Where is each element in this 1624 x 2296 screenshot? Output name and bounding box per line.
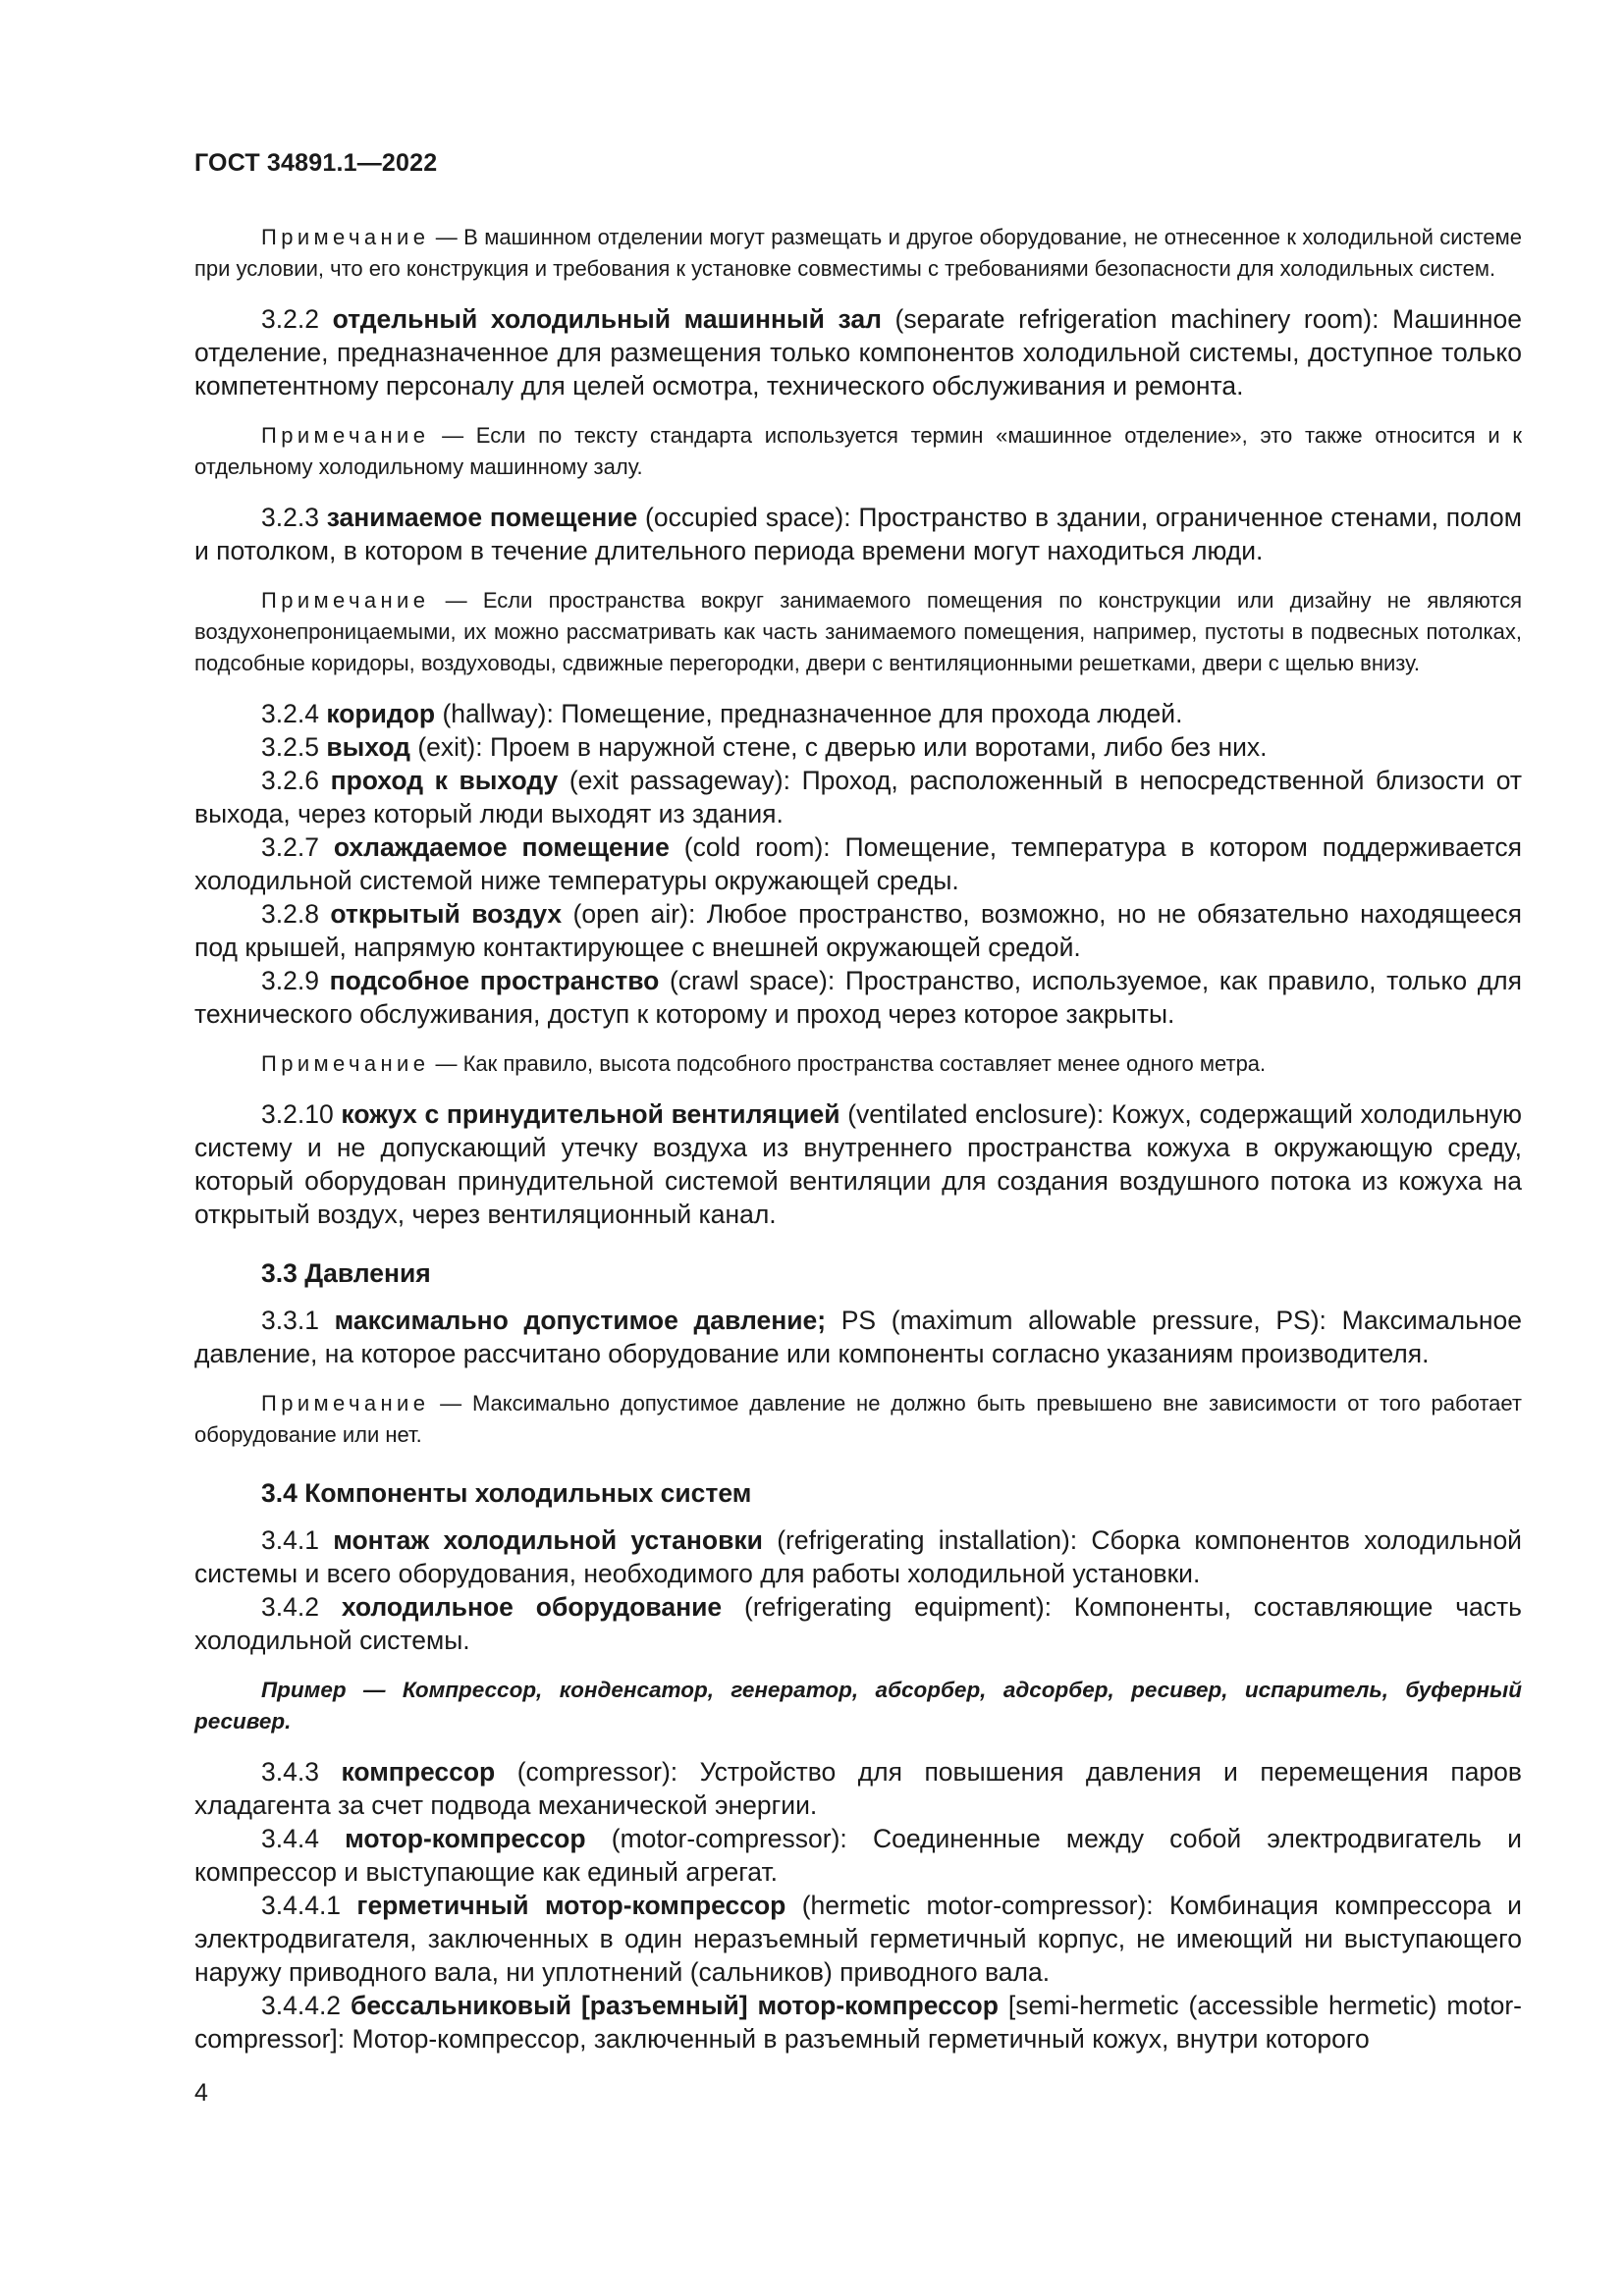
note-label: Примечание: [261, 1391, 430, 1415]
definition-3-4-3: 3.4.3 компрессор (compressor): Устройство для повышения давления и перемещения паров хладагента за счет подвода механической энергии.: [194, 1757, 1522, 1820]
term: подсобное пространство: [329, 966, 660, 995]
note-paragraph: Примечание — Если по тексту стандарта используется термин «машинное отделение», это также относится и к отдельному холодильному машинному залу.: [194, 423, 1522, 479]
note-paragraph: Примечание — Максимально допустимое давление не должно быть превышено вне зависимости от того работает оборудование или нет.: [194, 1391, 1522, 1447]
section-heading-3-4: 3.4 Компоненты холодильных систем: [261, 1478, 752, 1508]
term: бессальниковый [разъемный] мотор-компрессор: [350, 1991, 999, 2020]
definition-3-2-2: 3.2.2 отдельный холодильный машинный зал (separate refrigeration machinery room): Машинное отделение, предназначенное для размещения только компонентов холодильной системы, доступное только компетентному персоналу для целей осмотра, технического обслуживания и ремонта.: [194, 304, 1522, 400]
definition-3-2-8: 3.2.8 открытый воздух (open air): Любое пространство, возможно, но не обязательно находящееся под крышей, напрямую контактирующее с внешней окружающей средой.: [194, 899, 1522, 962]
term: компрессор: [341, 1757, 496, 1787]
definition-3-4-4-2: 3.4.4.2 бессальниковый [разъемный] мотор-компрессор [semi-hermetic (accessible hermetic) motor-compressor]: Мотор-компрессор, заключенный в разъемный герметичный кожух, внутри которого: [194, 1991, 1522, 2054]
note-label: Примечание: [261, 225, 430, 249]
definition-3-2-10: 3.2.10 кожух с принудительной вентиляцией (ventilated enclosure): Кожух, содержащий холодильную систему и не допускающий утечку воздуха из внутреннего пространства кожуха в окружающую среду, который оборудован принудительной системой вентиляции для создания воздушного потока из кожуха на открытый воздух, через вентиляционный канал.: [194, 1099, 1522, 1229]
note-paragraph: Примечание — Если пространства вокруг занимаемого помещения по конструкции или дизайну не являются воздухонепроницаемыми, их можно рассматривать как часть занимаемого помещения, например, пустоты в подвесных потолках, подсобные коридоры, воздуховоды, сдвижные перегородки, двери с вентиляционными решетками, двери с щелью внизу.: [194, 588, 1522, 675]
definition-3-2-7: 3.2.7 охлаждаемое помещение (cold room): Помещение, температура в котором поддерживается холодильной системой ниже температуры окружающей среды.: [194, 832, 1522, 895]
definition-3-3-1: 3.3.1 максимально допустимое давление; PS (maximum allowable pressure, PS): Максимальное давление, на которое рассчитано оборудование или компоненты согласно указаниям производителя.: [194, 1306, 1522, 1368]
definition-3-2-5: 3.2.5 выход (exit): Проем в наружной стене, с дверью или воротами, либо без них.: [261, 732, 1268, 762]
term: холодильное оборудование: [341, 1592, 723, 1622]
note-label: Примечание: [261, 1051, 430, 1076]
term: кожух с принудительной вентиляцией: [341, 1099, 840, 1129]
document-body: [194, 222, 1522, 2056]
term: герметичный мотор-компрессор: [356, 1891, 786, 1920]
term: отдельный холодильный машинный зал: [332, 304, 882, 334]
page-number: 4: [194, 2079, 208, 2107]
definition-3-4-2: 3.4.2 холодильное оборудование (refrigerating equipment): Компоненты, составляющие часть холодильной системы.: [194, 1592, 1522, 1655]
definition-3-2-9: 3.2.9 подсобное пространство (crawl space): Пространство, используемое, как правило, только для технического обслуживания, доступ к которому и проход через которое закрыты.: [194, 966, 1522, 1029]
term: занимаемое помещение: [326, 503, 638, 532]
term: коридор: [326, 699, 436, 728]
note-paragraph: Примечание — Как правило, высота подсобного пространства составляет менее одного метра.: [261, 1051, 1267, 1076]
definition-3-4-4: 3.4.4 мотор-компрессор (motor-compressor): Соединенные между собой электродвигатель и компрессор и выступающие как единый агрегат.: [194, 1824, 1522, 1887]
definition-3-4-1: 3.4.1 монтаж холодильной установки (refrigerating installation): Сборка компонентов холодильной системы и всего оборудования, необходимого для работы холодильной установки.: [194, 1525, 1522, 1588]
note-paragraph: Примечание — В машинном отделении могут размещать и другое оборудование, не отнесенное к холодильной системе при условии, что его конструкция и требования к установке совместимы с требованиями безопасности для холодильных систем.: [194, 225, 1522, 281]
definition-3-2-4: 3.2.4 коридор (hallway): Помещение, предназначенное для прохода людей.: [261, 699, 1183, 728]
section-heading-3-3: 3.3 Давления: [261, 1258, 431, 1288]
definition-3-2-3: 3.2.3 занимаемое помещение (occupied space): Пространство в здании, ограниченное стенами, полом и потолком, в котором в течение длительного периода времени могут находиться люди.: [194, 503, 1522, 565]
term: охлаждаемое помещение: [333, 832, 670, 862]
definition-3-2-6: 3.2.6 проход к выходу (exit passageway): Проход, расположенный в непосредственной близости от выхода, через который люди выходят из здания.: [194, 766, 1522, 828]
note-label: Примечание: [261, 423, 430, 448]
term: проход к выходу: [330, 766, 559, 795]
doc-header: ГОСТ 34891.1—2022: [194, 149, 438, 177]
term: максимально допустимое давление;: [334, 1306, 827, 1335]
note-label: Примечание: [261, 588, 430, 613]
term: монтаж холодильной установки: [333, 1525, 763, 1555]
example-paragraph: Пример — Компрессор, конденсатор, генератор, абсорбер, адсорбер, ресивер, испаритель, буферный ресивер.: [194, 1678, 1522, 1734]
definition-3-4-4-1: 3.4.4.1 герметичный мотор-компрессор (hermetic motor-compressor): Комбинация компрессора и электродвигателя, заключенных в один неразъемный герметичный корпус, не имеющий ни выступающего наружу приводного вала, ни уплотнений (сальников) приводного вала.: [194, 1891, 1522, 1987]
term: открытый воздух: [330, 899, 563, 929]
term: выход: [326, 732, 410, 762]
term: мотор-компрессор: [345, 1824, 586, 1853]
